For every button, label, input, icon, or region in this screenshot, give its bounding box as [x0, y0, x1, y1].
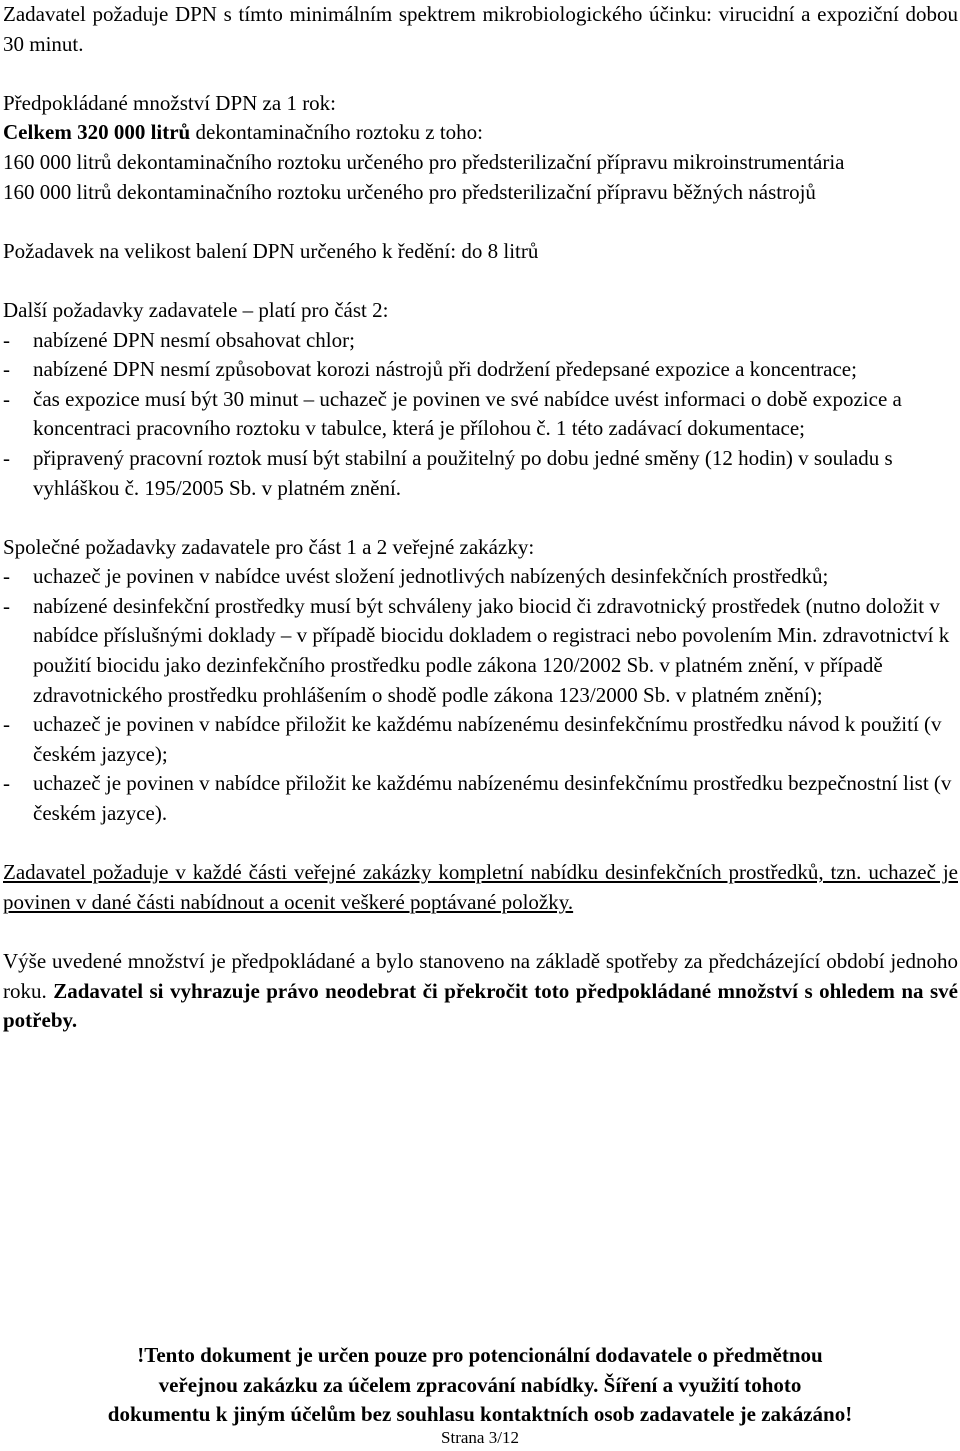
spacer	[3, 59, 958, 89]
complete-offer-paragraph: Zadavatel požaduje v každé části veřejné zakázky kompletní nabídku desinfekčních prostředků, tzn. uchazeč je povinen v dané části nabídnout a ocenit veškeré poptávané položky.	[3, 860, 958, 914]
quantity-item-1: 160 000 litrů dekontaminačního roztoku určeného pro předsterilizační přípravu mikroinstrumentária	[3, 149, 845, 174]
list-item	[3, 385, 958, 444]
part2-list	[3, 326, 958, 504]
quantity-total-bold: Celkem 320 000 litrů	[3, 120, 191, 145]
common-heading: Společné požadavky zadavatele pro část 1 a 2 veřejné zakázky:	[3, 534, 535, 559]
quantity-total	[3, 118, 958, 148]
list-item-text: nabízené desinfekční prostředky musí být schváleny jako biocid či zdravotnický prostředek (nutno doložit v nabídce příslušnými doklady – v případě biocidu dokladem o registraci nebo povolením Min. zdravotnictví k použití biocidu jako dezinfekčního prostředku podle zákona 120/2002 Sb. v platném znění, v případě zdravotnického prostředku prohlášením o shodě podle zákona 123/2000 Sb. v platném znění);	[33, 593, 950, 707]
list-dash: -	[3, 386, 10, 411]
confidentiality-notice	[0, 1341, 960, 1430]
estimate-bold: Zadavatel si vyhrazuje právo neodebrat či překročit toto předpokládané množství s ohledem na své potřeby.	[3, 978, 958, 1033]
common-list	[3, 562, 958, 828]
list-item-text: nabízené DPN nesmí způsobovat korozi nástrojů při dodržení předepsané expozice a koncentrace;	[33, 357, 857, 382]
list-dash: -	[3, 327, 10, 352]
notice-line-1: !Tento dokument je určen pouze pro potencionální dodavatele o předmětnou	[137, 1343, 823, 1367]
list-item	[3, 562, 958, 592]
estimate-normal: Výše uvedené množství je předpokládané a bylo stanoveno na základě spotřeby za předcházející období jednoho roku.	[3, 949, 958, 1003]
list-item-text: čas expozice musí být 30 minut – uchazeč je povinen ve své nabídce uvést informaci o době expozice a koncentraci pracovního roztoku v tabulce, která je přílohou č. 1 této zadávací dokumentace;	[33, 386, 902, 441]
notice-line-3: dokumentu k jiným účelům bez souhlasu kontaktních osob zadavatele je zakázáno!	[107, 1402, 853, 1426]
spacer	[3, 917, 958, 947]
list-item	[3, 769, 958, 828]
quantity-section	[3, 89, 958, 207]
list-item	[3, 592, 958, 710]
part2-section	[3, 296, 958, 503]
common-section	[3, 533, 958, 829]
list-item	[3, 444, 958, 503]
quantity-total-rest: dekontaminačního roztoku z toho:	[190, 120, 483, 145]
list-dash: -	[3, 445, 10, 470]
list-dash: -	[3, 771, 10, 796]
spacer	[3, 266, 958, 296]
part2-heading: Další požadavky zadavatele – platí pro část 2:	[3, 297, 389, 322]
list-item-text: uchazeč je povinen v nabídce přiložit ke každému nabízenému desinfekčnímu prostředku návod k použití (v českém jazyce);	[33, 712, 942, 766]
list-item	[3, 326, 958, 356]
notice-line-2: veřejnou zakázku za účelem zpracování nabídky. Šíření a využití tohoto	[158, 1372, 802, 1397]
list-dash: -	[3, 593, 10, 618]
document-page	[3, 0, 958, 1036]
list-dash: -	[3, 357, 10, 382]
spacer	[3, 503, 958, 533]
list-item	[3, 710, 958, 769]
estimate-paragraph	[3, 947, 958, 1036]
intro-paragraph: Zadavatel požaduje DPN s tímto minimálním spektrem mikrobiologického účinku: virucidní a expoziční dobou 30 minut.	[3, 2, 958, 56]
list-item-text: uchazeč je povinen v nabídce uvést složení jednotlivých nabízených desinfekčních prostředků;	[33, 564, 829, 589]
spacer	[3, 207, 958, 237]
list-dash: -	[3, 712, 10, 737]
quantity-heading: Předpokládané množství DPN za 1 rok:	[3, 90, 337, 115]
spacer	[3, 829, 958, 859]
packaging-requirement: Požadavek na velikost balení DPN určeného k ředění: do 8 litrů	[3, 238, 539, 263]
list-dash: -	[3, 564, 10, 589]
list-item	[3, 355, 958, 385]
page-number: Strana 3/12	[441, 1428, 519, 1447]
list-item-text: uchazeč je povinen v nabídce přiložit ke každému nabízenému desinfekčnímu prostředku bezpečnostní list (v českém jazyce).	[33, 771, 952, 826]
list-item-text: nabízené DPN nesmí obsahovat chlor;	[33, 327, 355, 352]
list-item-text: připravený pracovní roztok musí být stabilní a použitelný po dobu jedné směny (12 hodin) v souladu s vyhláškou č. 195/2005 Sb. v platném znění.	[33, 445, 893, 500]
quantity-item-2: 160 000 litrů dekontaminačního roztoku určeného pro předsterilizační přípravu běžných nástrojů	[3, 179, 816, 204]
